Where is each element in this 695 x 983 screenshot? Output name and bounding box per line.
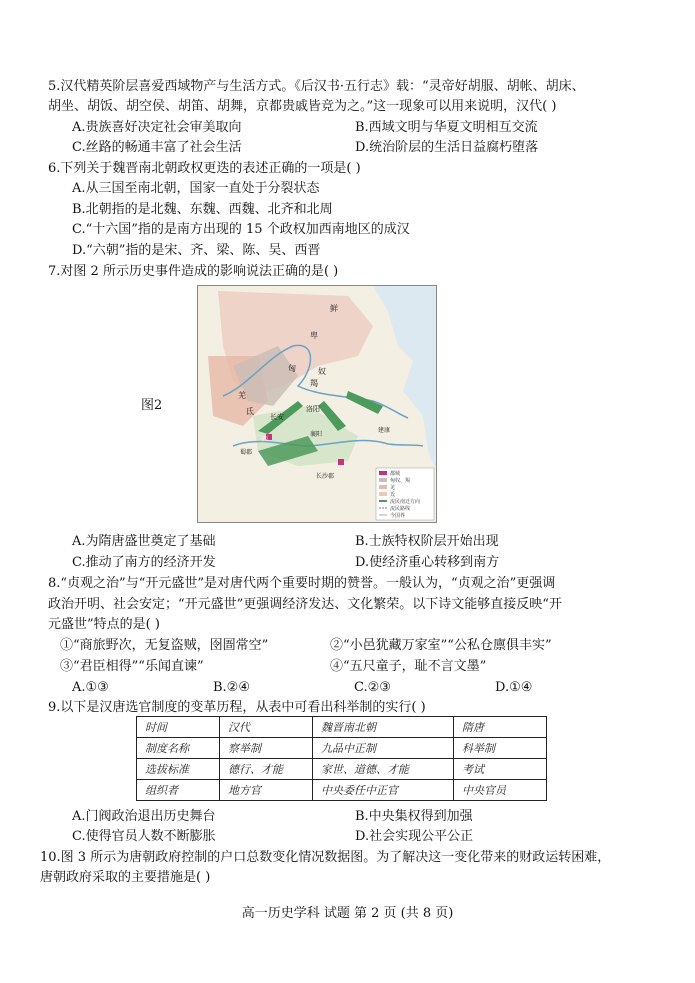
- q6-option-b: B.北朝指的是北魏、东魏、西魏、北齐和北周: [72, 202, 333, 217]
- legend-qiang: 羌: [390, 485, 396, 491]
- legend-migration: 流民南迁方向: [390, 499, 421, 505]
- q8-stem-line1: 8.“贞观之治”与“开元盛世”是对唐代两个重要时期的赞誉。一般认为，“贞观之治”更强调: [48, 576, 556, 591]
- q10-stem-line2: 唐朝政府采取的主要措施是( ): [40, 870, 211, 885]
- table-cell: 地方官: [220, 780, 313, 801]
- q8-item-3: ③“君臣相得”“乐闻直谏”: [60, 659, 204, 674]
- table-cell: 中央委任中正官: [313, 780, 454, 801]
- q7-option-c: C.推动了南方的经济开发: [72, 555, 216, 570]
- q8-stem-line3: 元盛世”特点的是( ): [48, 617, 160, 632]
- table-cell: 家世、道德、才能: [313, 759, 454, 780]
- table-cell: 魏晋南北朝: [313, 717, 454, 738]
- map-label-jiankang: 建康: [378, 427, 391, 434]
- q8-option-a: A.①③: [72, 680, 109, 695]
- q8-option-b: B.②④: [213, 680, 250, 695]
- table-cell: 制度名称: [137, 738, 220, 759]
- map-label-qiang: 羌: [238, 391, 246, 400]
- q7-option-d: D.使经济重心转移到南方: [355, 555, 500, 570]
- map-label-xiong: 匈: [288, 364, 296, 373]
- table-row: [137, 759, 547, 780]
- map-label-shu: 蜀郡: [240, 449, 253, 456]
- legend-swatch-xiongnu: [379, 478, 387, 482]
- legend-swatch-di: [379, 492, 387, 496]
- q8-option-d: D.①④: [495, 680, 533, 695]
- legend-route: 流民路线: [390, 506, 411, 512]
- selection-system-table: [136, 716, 547, 801]
- map-label-nu: 奴: [318, 367, 326, 376]
- map-label-luoyang: 洛阳: [306, 405, 320, 413]
- q8-stem-line2: 政治开明、社会安定；“开元盛世”更强调经济发达、文化繁荣。以下诗文能够直接反映“开: [48, 597, 562, 612]
- table-cell: 汉代: [220, 717, 313, 738]
- page-footer: 高一历史学科 试题 第 2 页 (共 8 页): [241, 906, 454, 921]
- map-label-changsha: 长沙郡: [316, 473, 335, 480]
- q9-option-d: D.社会实现公平公正: [355, 829, 474, 844]
- q5-stem-line2: 胡坐、胡饭、胡空侯、胡笛、胡舞，京都贵戚皆竞为之。”这一现象可以用来说明，汉代( ): [48, 99, 557, 114]
- table-cell: 德行、才能: [220, 759, 313, 780]
- q9-option-c: C.使得官员人数不断膨胀: [72, 829, 216, 844]
- table-cell: 科举制: [454, 738, 547, 759]
- q6-option-c: C.“十六国”指的是南方出现的 15 个政权加西南地区的成汉: [72, 222, 410, 237]
- q5-option-c: C.丝路的畅通丰富了社会生活: [72, 140, 242, 155]
- map-label-xiangyang: 襄阳: [310, 431, 323, 438]
- map-label-bei: 卑: [310, 331, 318, 340]
- map-label-changan: 长安: [270, 413, 284, 421]
- map-label-xi: 西: [262, 436, 269, 443]
- map-label-jie: 羯: [310, 379, 318, 388]
- q5-option-a: A.贵族喜好决定社会审美取向: [72, 120, 242, 135]
- map-label-xian: 鲜: [330, 304, 338, 313]
- table-row: [137, 780, 547, 801]
- q8-option-c: C.②③: [354, 680, 391, 695]
- q5-option-b: B.西域文明与华夏文明相互交流: [355, 120, 538, 135]
- legend-border: 今国界: [390, 513, 406, 519]
- q6-option-a: A.从三国至南北朝，国家一直处于分裂状态: [72, 181, 320, 196]
- q7-stem: 7.对图 2 所示历史事件造成的影响说法正确的是( ): [48, 264, 339, 279]
- q7-option-b: B.士族特权阶层开始出现: [355, 534, 499, 549]
- q5-stem-line1: 5.汉代精英阶层喜爱西域物产与生活方式。《后汉书·五行志》载：“灵帝好胡服、胡帐、胡床、: [48, 79, 585, 94]
- q7-option-a: A.为隋唐盛世奠定了基础: [72, 534, 216, 549]
- city-marker-south: [338, 459, 344, 465]
- table-cell: 九品中正制: [313, 738, 454, 759]
- table-cell: 组织者: [137, 780, 220, 801]
- q6-stem: 6.下列关于魏晋南北朝政权更迭的表述正确的一项是( ): [48, 161, 361, 176]
- table-cell: 考试: [454, 759, 547, 780]
- table-cell: 察举制: [220, 738, 313, 759]
- migration-map-figure: [197, 285, 437, 523]
- table-cell: 选拔标准: [137, 759, 220, 780]
- legend-swatch-qiang: [379, 485, 387, 489]
- legend-swatch-capital: [379, 471, 387, 475]
- map-label-di: 氐: [246, 407, 254, 416]
- table-cell: 隋唐: [454, 717, 547, 738]
- legend-di: 氐: [390, 492, 396, 498]
- legend-xiongnu: 匈奴、羯: [390, 478, 411, 484]
- q8-item-4: ④“五尺童子，耻不言文墨”: [330, 659, 487, 674]
- q5-option-d: D.统治阶层的生活日益腐朽堕落: [355, 140, 539, 155]
- map-svg: [198, 286, 436, 522]
- q10-stem-line1: 10.图 3 所示为唐朝政府控制的户口总数变化情况数据图。为了解决这一变化带来的财政运转困难，: [40, 850, 611, 865]
- table-row: [137, 738, 547, 759]
- q9-option-a: A.门阀政治退出历史舞台: [72, 809, 216, 824]
- table-cell: 时间: [137, 717, 220, 738]
- q8-item-2: ②“小邑犹藏万家室”“公私仓廪俱丰实”: [330, 638, 552, 653]
- q9-stem: 9.以下是汉唐选官制度的变革历程，从表中可看出科举制的实行( ): [48, 700, 426, 715]
- legend-capital: 都城: [390, 471, 401, 477]
- table-row: [137, 717, 547, 738]
- q6-option-d: D.“六朝”指的是宋、齐、梁、陈、吴、西晋: [72, 243, 321, 258]
- table-cell: 中央官员: [454, 780, 547, 801]
- q8-item-1: ①“商旅野次，无复盗贼，囹圄常空”: [60, 638, 269, 653]
- figure-2-label: 图2: [141, 398, 163, 413]
- q9-option-b: B.中央集权得到加强: [355, 809, 473, 824]
